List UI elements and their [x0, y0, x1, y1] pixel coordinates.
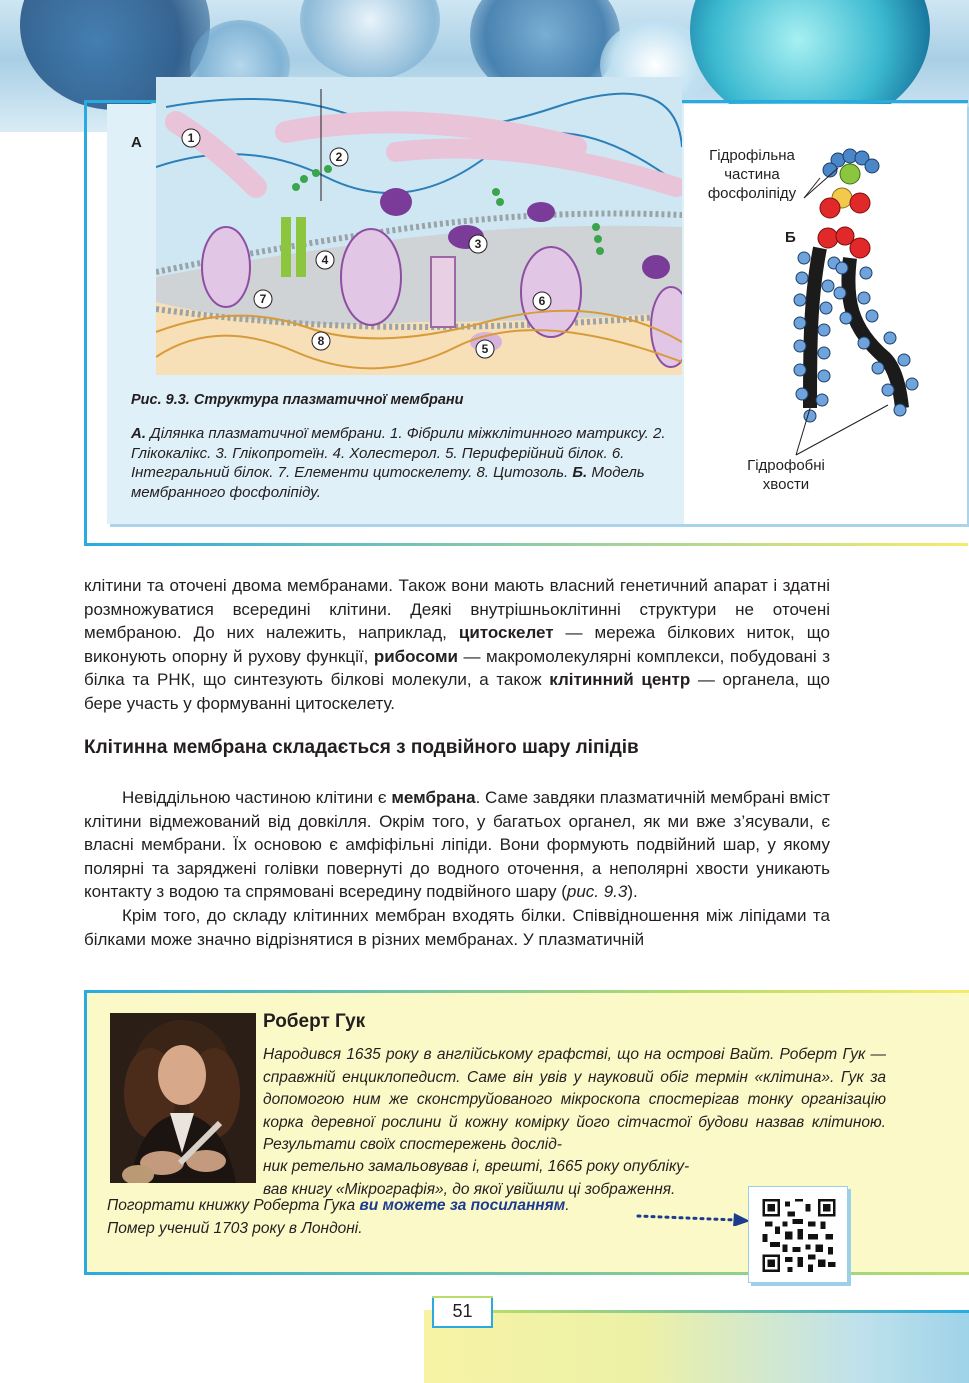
marker-1: 1 [187, 131, 195, 145]
caption-a-text: Ділянка плазматичної мембрани. 1. Фібрили міжклітинного матриксу. 2. Глікокалікс. 3. Глікопротеїн. 4. Холестерол. 5. Периферійний білок. 6. Інтегральний білок. 7. Елементи цитоскелету. 8. Цитозоль. [131, 425, 666, 481]
term-cell-center: клітинний центр [549, 670, 691, 690]
marker-2: 2 [335, 150, 343, 164]
marker-4: 4 [321, 253, 329, 267]
bio-text: Народився 1635 року в англійському графстві, що на острові Вайт. Роберт Гук — справжній енциклопедист. Саме він увів у науковий обіг термін «клітина». Гук за допомогою ним же сконструйованого мікроскопа спостерігав тонку організацію корка деревної рослини й кожну комірку його сітчастої будови назвав клітиною. Результати своїх спостережень дослід- [263, 1046, 886, 1153]
footer-rule [493, 1310, 969, 1313]
bio-text-continued: ник ретельно замальовував і, врешті, 1665 року опубліку- вав книгу «Мікрографія», до якої увійшли ці зображення. [263, 1158, 690, 1198]
caption-b-lead: Б. [572, 464, 588, 481]
bio-text-bottom: Погортати книжку Роберта Гука ви можете за посиланням. Помер учений 1703 року в Лондоні. [107, 1197, 570, 1237]
paragraph-intro: клітини та оточені двома мембранами. Також вони мають власний генетичний апарат і здатні розмножуватися всередині клітини. Деякі внутрішньоклітинні структури не оточені мембраною. До них належить, наприклад, цитоскелет — мережа білкових ниток, що виконують опорну й рухову функції, рибосоми — макромолекулярні комплекси, побудовані з білка та РНК, що синтезують білкові молекули, а також клітинний центр — органела, що бере участь у формуванні цитоскелету. [84, 576, 831, 713]
paragraph-proteins: Крім того, до складу клітинних мембран входять білки. Співвідношення між ліпідами та білками може значно відрізнятися в різних мембранах. У плазматичній [84, 905, 830, 949]
term-cytoskeleton: цитоскелет [458, 623, 554, 643]
qr-code-icon [761, 1199, 837, 1272]
qr-code-card[interactable] [748, 1186, 848, 1283]
bio-name: Роберт Гук [263, 1011, 366, 1032]
figure-caption-title: Рис. 9.3. Структура плазматичної мембрани [131, 392, 464, 408]
hydrophilic-label: Гідрофільна частина фосфоліпіду [707, 147, 797, 202]
marker-5: 5 [481, 342, 489, 356]
footer-band [424, 1310, 969, 1383]
book-link[interactable]: ви можете за посиланням [359, 1197, 566, 1214]
hydrophobic-label: Гідрофобні хвости [747, 457, 825, 493]
marker-3: 3 [474, 237, 482, 251]
figure-label-a: А [131, 134, 142, 151]
phospholipid-model [790, 148, 920, 428]
caption-b-text: Модель мембранного фосфоліпіду. [131, 464, 645, 501]
caption-a-lead: А. [131, 425, 146, 442]
term-membrane: мембрана [391, 788, 476, 807]
marker-6: 6 [538, 294, 546, 308]
figure-label-b: Б [785, 229, 796, 246]
bio-death: Помер учений 1703 року в Лондоні. [107, 1219, 363, 1237]
marker-7: 7 [259, 292, 267, 306]
section-heading: Клітинна мембрана складається з подвійного шару ліпідів [84, 737, 639, 758]
figure-reference: рис. 9.3 [566, 882, 628, 902]
robert-hooke-portrait [110, 1013, 256, 1183]
link-arrow-icon [636, 1206, 752, 1226]
page-number: 51 [432, 1296, 493, 1328]
figure-caption-body [131, 424, 691, 502]
membrane-illustration [156, 77, 682, 375]
marker-8: 8 [317, 334, 325, 348]
term-ribosomes: рибосоми [373, 646, 458, 666]
paragraph-membrane: Невіддільною частиною клітини є мембрана. Саме завдяки плазматичній мембрані вміст клітини відмежований від довкілля. Окрім того, у багатьох органел, як ми вже з’ясували, є власні мембрани. Їх основою є амфіфільні ліпіди. Вони формують подвійний шар, у якому полярні та заряджені голівки повернуті до водного оточення, а неполярні хвости уникають контакту з водою та спрямовані всередину подвійного шару (рис. 9.3). Крім того, до складу клітинних мембран входять білки. Співвідношення між ліпідами та білками може значно відрізнятися в різних мембранах. У плазматичній [84, 786, 830, 951]
